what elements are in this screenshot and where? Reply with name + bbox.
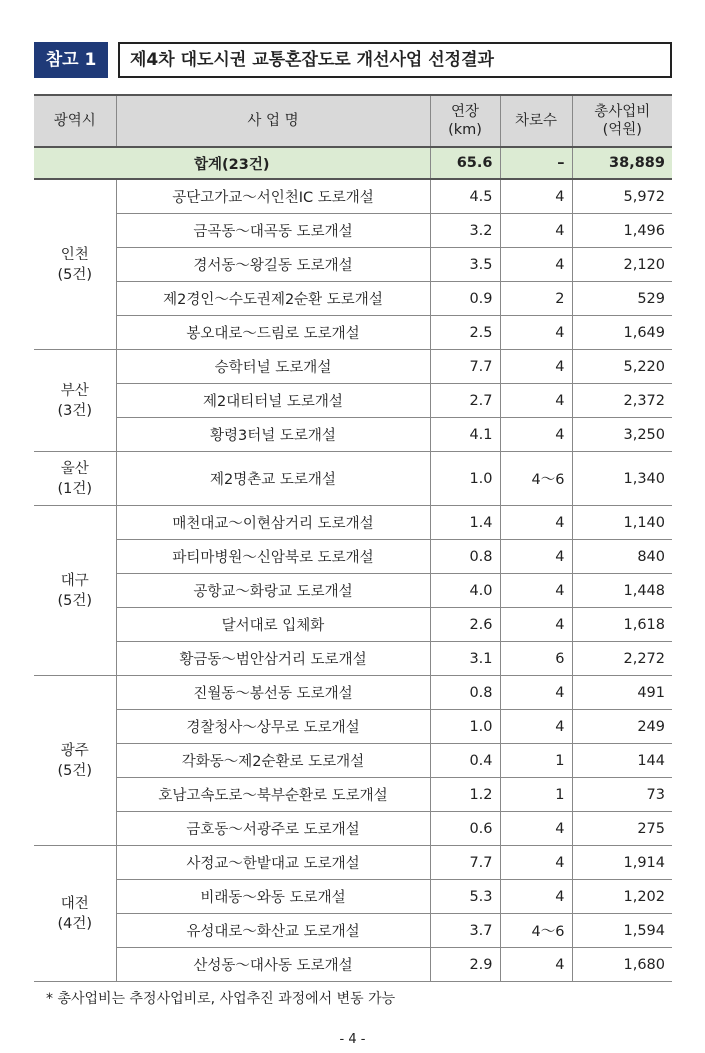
region-cell bbox=[34, 506, 116, 676]
project-name: 달서대로 입체화 bbox=[116, 608, 430, 642]
project-name: 경서동～왕길동 도로개설 bbox=[116, 248, 430, 282]
table-row bbox=[34, 540, 672, 574]
table-row bbox=[34, 214, 672, 248]
project-cost: 2,272 bbox=[572, 642, 672, 676]
project-cost: 840 bbox=[572, 540, 672, 574]
project-lanes: 4 bbox=[500, 676, 572, 710]
document-title: 제4차 대도시권 교통혼잡도로 개선사업 선정결과 bbox=[118, 42, 672, 78]
header-length bbox=[430, 95, 500, 147]
page-number: - 4 - bbox=[339, 1032, 366, 1047]
region-cell bbox=[34, 179, 116, 350]
table-row bbox=[34, 179, 672, 214]
project-name: 제2경인～수도권제2순환 도로개설 bbox=[116, 282, 430, 316]
project-cost: 529 bbox=[572, 282, 672, 316]
project-length: 0.9 bbox=[430, 282, 500, 316]
table-row bbox=[34, 778, 672, 812]
project-lanes: 4 bbox=[500, 880, 572, 914]
region-cell bbox=[34, 676, 116, 846]
project-length: 1.0 bbox=[430, 710, 500, 744]
project-cost: 1,594 bbox=[572, 914, 672, 948]
project-length: 5.3 bbox=[430, 880, 500, 914]
region-count: (5건) bbox=[57, 762, 93, 779]
project-cost: 275 bbox=[572, 812, 672, 846]
project-length: 4.0 bbox=[430, 574, 500, 608]
region-name: 울산 bbox=[60, 460, 89, 477]
document-header bbox=[34, 42, 672, 78]
project-lanes: 1 bbox=[500, 778, 572, 812]
table-row bbox=[34, 506, 672, 540]
project-lanes: 4～6 bbox=[500, 914, 572, 948]
region-name: 부산 bbox=[60, 382, 89, 399]
table-row bbox=[34, 316, 672, 350]
project-cost: 1,496 bbox=[572, 214, 672, 248]
region-cell bbox=[34, 452, 116, 506]
project-lanes: 4 bbox=[500, 812, 572, 846]
project-length: 7.7 bbox=[430, 350, 500, 384]
project-length: 0.6 bbox=[430, 812, 500, 846]
project-name: 파티마병원～신암북로 도로개설 bbox=[116, 540, 430, 574]
project-lanes: 4 bbox=[500, 846, 572, 880]
project-name: 황령3터널 도로개설 bbox=[116, 418, 430, 452]
project-cost: 1,202 bbox=[572, 880, 672, 914]
project-cost: 1,649 bbox=[572, 316, 672, 350]
project-cost: 249 bbox=[572, 710, 672, 744]
region-count: (5건) bbox=[57, 592, 93, 609]
project-cost: 1,140 bbox=[572, 506, 672, 540]
header-project: 사 업 명 bbox=[116, 95, 430, 147]
project-cost: 1,340 bbox=[572, 452, 672, 506]
header-region: 광역시 bbox=[34, 95, 116, 147]
project-name: 매천대교～이현삼거리 도로개설 bbox=[116, 506, 430, 540]
table-row bbox=[34, 676, 672, 710]
project-name: 금곡동～대곡동 도로개설 bbox=[116, 214, 430, 248]
total-length: 65.6 bbox=[430, 147, 500, 179]
project-length: 4.1 bbox=[430, 418, 500, 452]
project-name: 호남고속도로～북부순환로 도로개설 bbox=[116, 778, 430, 812]
table-row bbox=[34, 418, 672, 452]
project-lanes: 4 bbox=[500, 608, 572, 642]
table-row bbox=[34, 914, 672, 948]
footnote: * 총사업비는 추정사업비로, 사업추진 과정에서 변동 가능 bbox=[46, 991, 396, 1007]
project-cost: 5,972 bbox=[572, 179, 672, 214]
project-name: 산성동～대사동 도로개설 bbox=[116, 948, 430, 982]
project-cost: 1,914 bbox=[572, 846, 672, 880]
project-length: 3.2 bbox=[430, 214, 500, 248]
project-table bbox=[34, 94, 672, 982]
project-cost: 1,680 bbox=[572, 948, 672, 982]
project-lanes: 4 bbox=[500, 316, 572, 350]
region-cell bbox=[34, 846, 116, 982]
header-cost bbox=[572, 95, 672, 147]
project-name: 경찰청사～상무로 도로개설 bbox=[116, 710, 430, 744]
table-row bbox=[34, 642, 672, 676]
project-name: 각화동～제2순환로 도로개설 bbox=[116, 744, 430, 778]
region-count: (5건) bbox=[57, 266, 93, 283]
project-name: 공단고가교～서인천IC 도로개설 bbox=[116, 179, 430, 214]
project-lanes: 4 bbox=[500, 574, 572, 608]
region-name: 대전 bbox=[60, 895, 89, 912]
region-count: (1건) bbox=[57, 480, 93, 497]
project-name: 사정교～한밭대교 도로개설 bbox=[116, 846, 430, 880]
project-name: 진월동～봉선동 도로개설 bbox=[116, 676, 430, 710]
project-length: 3.7 bbox=[430, 914, 500, 948]
project-lanes: 4 bbox=[500, 248, 572, 282]
table-row bbox=[34, 608, 672, 642]
table-header-row bbox=[34, 95, 672, 147]
project-lanes: 4 bbox=[500, 710, 572, 744]
project-name: 비래동～와동 도로개설 bbox=[116, 880, 430, 914]
project-length: 7.7 bbox=[430, 846, 500, 880]
project-name: 승학터널 도로개설 bbox=[116, 350, 430, 384]
table-row bbox=[34, 846, 672, 880]
header-length-line1: 연장 bbox=[450, 104, 479, 120]
project-length: 2.9 bbox=[430, 948, 500, 982]
total-label: 합계(23건) bbox=[34, 147, 430, 179]
table-row bbox=[34, 452, 672, 506]
total-lanes: – bbox=[500, 147, 572, 179]
project-lanes: 4 bbox=[500, 350, 572, 384]
project-length: 2.6 bbox=[430, 608, 500, 642]
project-length: 2.7 bbox=[430, 384, 500, 418]
project-cost: 1,448 bbox=[572, 574, 672, 608]
project-lanes: 4 bbox=[500, 214, 572, 248]
region-count: (3건) bbox=[57, 402, 93, 419]
table-row bbox=[34, 744, 672, 778]
project-length: 1.4 bbox=[430, 506, 500, 540]
project-lanes: 4 bbox=[500, 179, 572, 214]
total-row bbox=[34, 147, 672, 179]
project-name: 금호동～서광주로 도로개설 bbox=[116, 812, 430, 846]
table-row bbox=[34, 812, 672, 846]
header-length-line2: (km) bbox=[448, 122, 482, 138]
region-name: 인천 bbox=[60, 246, 89, 263]
project-name: 황금동～범안삼거리 도로개설 bbox=[116, 642, 430, 676]
project-cost: 3,250 bbox=[572, 418, 672, 452]
project-lanes: 4 bbox=[500, 384, 572, 418]
header-cost-line1: 총사업비 bbox=[594, 104, 651, 120]
project-cost: 2,372 bbox=[572, 384, 672, 418]
project-length: 0.4 bbox=[430, 744, 500, 778]
table-row bbox=[34, 574, 672, 608]
project-lanes: 4 bbox=[500, 506, 572, 540]
project-length: 4.5 bbox=[430, 179, 500, 214]
project-lanes: 4 bbox=[500, 418, 572, 452]
region-name: 대구 bbox=[60, 572, 89, 589]
project-cost: 491 bbox=[572, 676, 672, 710]
table-row bbox=[34, 248, 672, 282]
project-lanes: 6 bbox=[500, 642, 572, 676]
region-cell bbox=[34, 350, 116, 452]
total-cost: 38,889 bbox=[572, 147, 672, 179]
reference-badge: 참고 1 bbox=[34, 42, 108, 78]
project-length: 3.5 bbox=[430, 248, 500, 282]
project-lanes: 4 bbox=[500, 948, 572, 982]
project-name: 공항교～화랑교 도로개설 bbox=[116, 574, 430, 608]
header-lanes: 차로수 bbox=[500, 95, 572, 147]
table-row bbox=[34, 384, 672, 418]
region-count: (4건) bbox=[57, 915, 93, 932]
project-cost: 73 bbox=[572, 778, 672, 812]
table-row bbox=[34, 948, 672, 982]
project-length: 1.0 bbox=[430, 452, 500, 506]
project-length: 1.2 bbox=[430, 778, 500, 812]
project-lanes: 4 bbox=[500, 540, 572, 574]
project-name: 제2대티터널 도로개설 bbox=[116, 384, 430, 418]
table-row bbox=[34, 710, 672, 744]
header-cost-line2: (억원) bbox=[602, 122, 642, 138]
project-length: 2.5 bbox=[430, 316, 500, 350]
project-length: 0.8 bbox=[430, 676, 500, 710]
project-length: 3.1 bbox=[430, 642, 500, 676]
project-lanes: 1 bbox=[500, 744, 572, 778]
project-name: 유성대로～화산교 도로개설 bbox=[116, 914, 430, 948]
project-length: 0.8 bbox=[430, 540, 500, 574]
project-name: 봉오대로～드림로 도로개설 bbox=[116, 316, 430, 350]
project-name: 제2명촌교 도로개설 bbox=[116, 452, 430, 506]
table-row bbox=[34, 350, 672, 384]
project-cost: 5,220 bbox=[572, 350, 672, 384]
project-lanes: 2 bbox=[500, 282, 572, 316]
project-cost: 144 bbox=[572, 744, 672, 778]
table-row bbox=[34, 282, 672, 316]
table-row bbox=[34, 880, 672, 914]
project-cost: 1,618 bbox=[572, 608, 672, 642]
project-lanes: 4～6 bbox=[500, 452, 572, 506]
region-name: 광주 bbox=[60, 742, 89, 759]
project-cost: 2,120 bbox=[572, 248, 672, 282]
